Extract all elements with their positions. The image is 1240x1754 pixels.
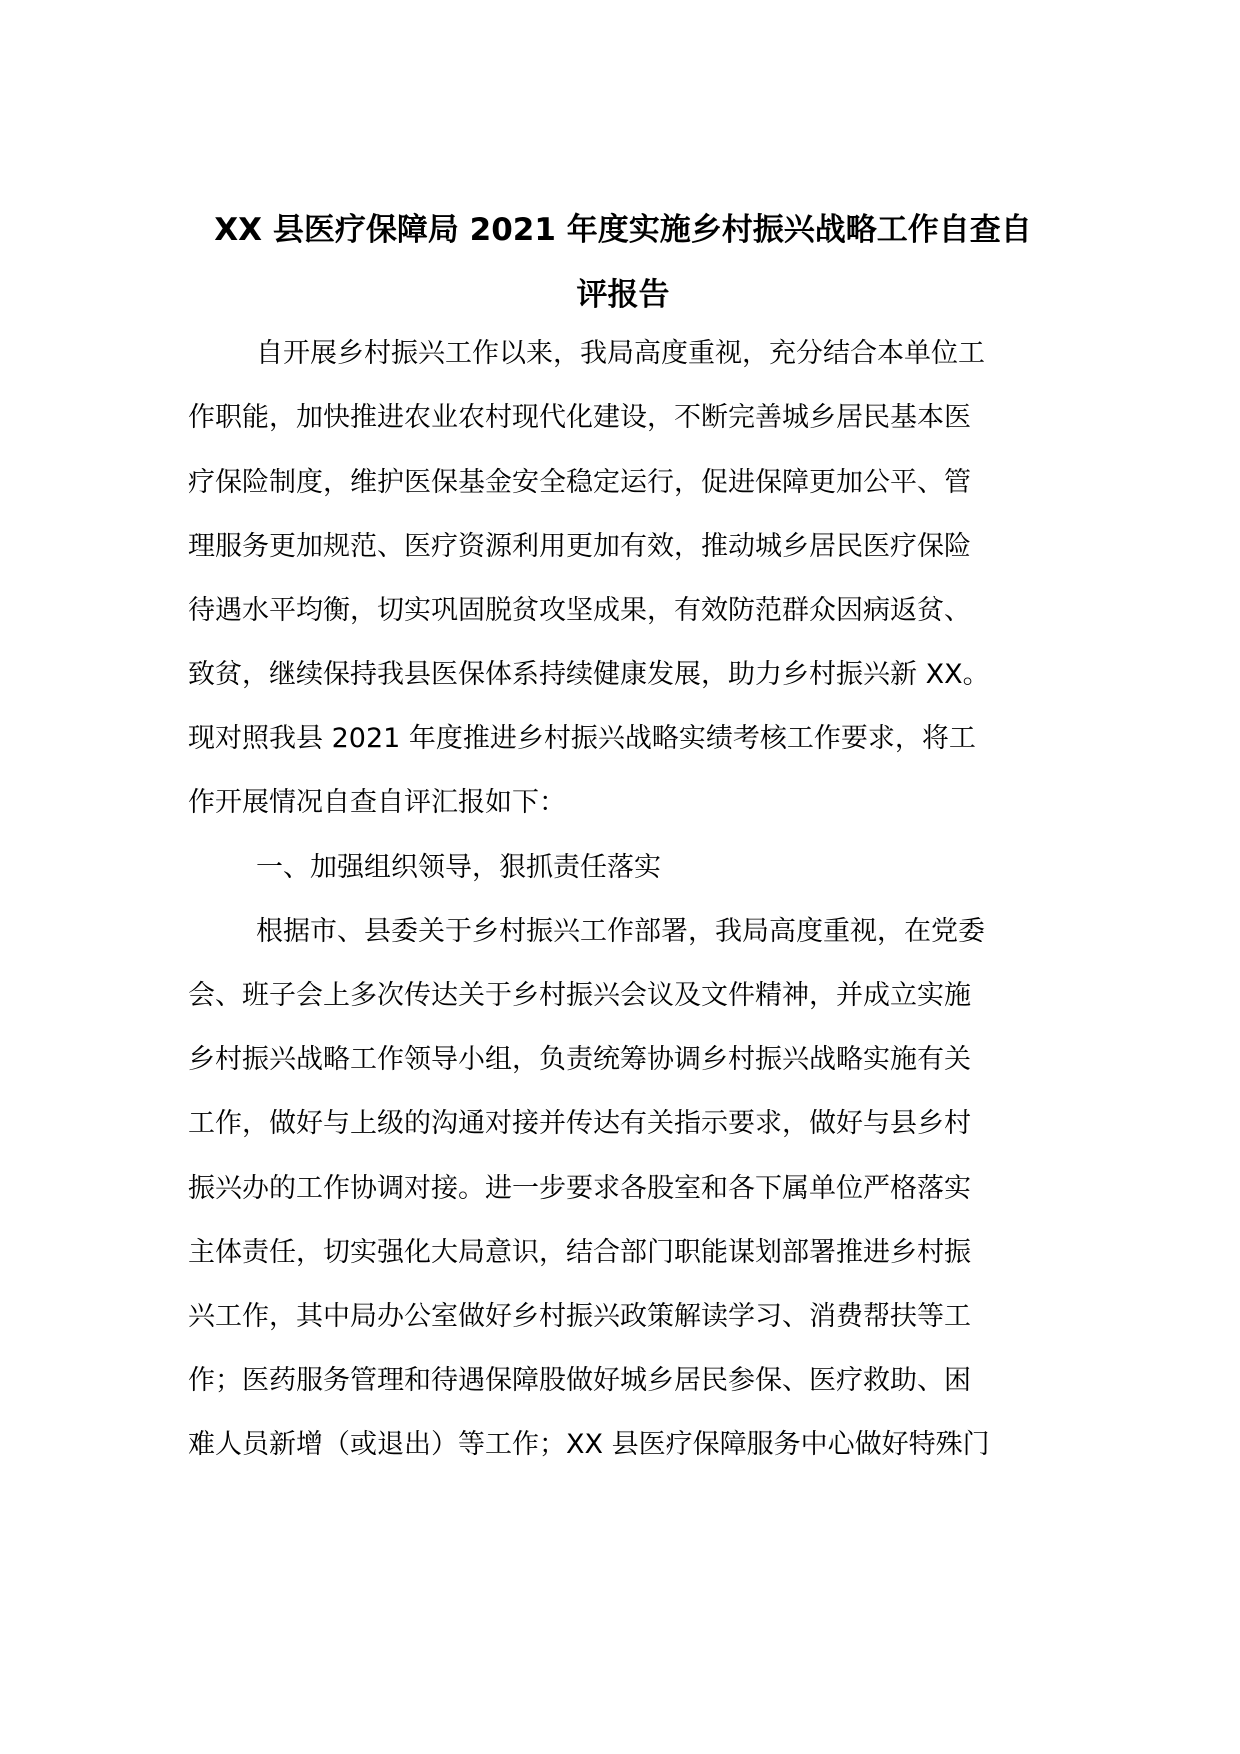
body-line: 兴工作，其中局办公室做好乡村振兴政策解读学习、消费帮扶等工 <box>188 1301 971 1332</box>
section-heading: 一、加强组织领导，狠抓责任落实 <box>256 852 661 883</box>
body-line: 作开展情况自查自评汇报如下： <box>188 787 566 818</box>
body-line: 难人员新增（或退出）等工作；XX 县医疗保障服务中心做好特殊门 <box>188 1429 990 1460</box>
document-title-line-2: 评报告 <box>576 277 670 313</box>
body-line: 工作，做好与上级的沟通对接并传达有关指示要求，做好与县乡村 <box>188 1108 971 1139</box>
body-line: 待遇水平均衡，切实巩固脱贫攻坚成果，有效防范群众因病返贫、 <box>188 595 971 626</box>
document-title-line-1: XX 县医疗保障局 2021 年度实施乡村振兴战略工作自查自 <box>214 212 1032 248</box>
body-line: 根据市、县委关于乡村振兴工作部署，我局高度重视，在党委 <box>256 916 985 947</box>
body-line: 现对照我县 2021 年度推进乡村振兴战略实绩考核工作要求，将工 <box>188 723 976 754</box>
body-line: 理服务更加规范、医疗资源利用更加有效，推动城乡居民医疗保险 <box>188 531 971 562</box>
body-line: 主体责任，切实强化大局意识，结合部门职能谋划部署推进乡村振 <box>188 1237 971 1268</box>
body-line: 乡村振兴战略工作领导小组，负责统筹协调乡村振兴战略实施有关 <box>188 1044 971 1075</box>
body-line: 振兴办的工作协调对接。进一步要求各股室和各下属单位严格落实 <box>188 1173 971 1204</box>
body-line: 作；医药服务管理和待遇保障股做好城乡居民参保、医疗救助、困 <box>188 1365 971 1396</box>
body-line: 疗保险制度，维护医保基金安全稳定运行，促进保障更加公平、管 <box>188 467 971 498</box>
body-line: 会、班子会上多次传达关于乡村振兴会议及文件精神，并成立实施 <box>188 980 971 1011</box>
body-line: 自开展乡村振兴工作以来，我局高度重视，充分结合本单位工 <box>256 338 985 369</box>
body-line: 作职能，加快推进农业农村现代化建设，不断完善城乡居民基本医 <box>188 402 971 433</box>
body-line: 致贫，继续保持我县医保体系持续健康发展，助力乡村振兴新 XX。 <box>188 659 990 690</box>
